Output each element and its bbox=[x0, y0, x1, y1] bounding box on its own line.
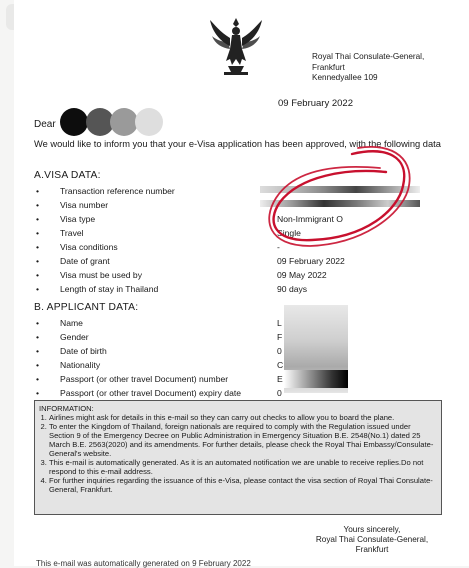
redaction-bar bbox=[260, 200, 420, 207]
passport-number-value: E bbox=[277, 374, 283, 384]
visa-conditions-value: - bbox=[277, 242, 280, 252]
applicant-data-heading: B. APPLICANT DATA: bbox=[34, 302, 139, 313]
information-list bbox=[39, 413, 437, 494]
address-line: Kennedyallee 109 bbox=[312, 73, 378, 82]
date-of-grant-value: 09 February 2022 bbox=[277, 256, 345, 266]
redaction-circle bbox=[60, 108, 88, 136]
greeting: Dear bbox=[34, 119, 56, 130]
information-item: 3. This e-mail is automatically generated. As it is an automated notification we are unable to receive replies.Do not respond to this e-mail address. bbox=[49, 458, 437, 476]
travel-value: Single bbox=[277, 228, 301, 238]
length-of-stay-value: 90 days bbox=[277, 284, 308, 294]
footer-note: This e-mail was automatically generated on 9 February 2022 bbox=[36, 559, 251, 568]
signature-line: Frankfurt bbox=[355, 545, 389, 554]
signature-line: Royal Thai Consulate-General, bbox=[315, 535, 429, 544]
visa-used-by-value: 09 May 2022 bbox=[277, 270, 327, 280]
visa-data-heading: A.VISA DATA: bbox=[34, 170, 101, 181]
information-item: 4. For further inquiries regarding the issuance of this e-Visa, please contact the visa section of Royal Thai Consulate-General, Frankfurt. bbox=[49, 476, 437, 494]
intro-paragraph: We would like to inform you that your e-Visa application has been approved, with the following data bbox=[34, 139, 441, 149]
applicant-gender-value: F bbox=[277, 332, 283, 342]
information-heading: INFORMATION: bbox=[39, 404, 94, 413]
information-box bbox=[34, 400, 442, 515]
address-line: Frankfurt bbox=[312, 62, 345, 72]
information-item: 1. Airlines might ask for details in this e-mail so they can carry out checks to allow you to board the plane. bbox=[49, 413, 437, 422]
redaction-circle bbox=[135, 108, 163, 136]
signature-block bbox=[297, 525, 447, 555]
redaction-bar bbox=[260, 186, 420, 193]
consulate-address bbox=[312, 52, 424, 84]
garuda-emblem-icon bbox=[206, 14, 266, 78]
address-line: Royal Thai Consulate-General, bbox=[312, 52, 425, 61]
visa-type-value: Non-Immigrant O bbox=[277, 214, 343, 224]
passport-expiry-value: 0 bbox=[277, 388, 282, 398]
information-item: 2. To enter the Kingdom of Thailand, foreign nationals are required to comply with the Regulation issued under Section 9 of the Emergency Decree on Public Administration in Emergency Situation B.E. 2548(No.1) dated 25 March B.E. 2563(2020) and its amendments. For further details, please check the Royal Thai Embassy/Consulate-General's website. bbox=[49, 422, 437, 458]
applicant-name-value: L bbox=[277, 318, 282, 328]
redaction-bar bbox=[284, 370, 348, 388]
signature-line: Yours sincerely, bbox=[343, 525, 401, 534]
document-page: Royal Thai Consulate-General, Frankfurt Kennedyallee 109 09 February 2022 Dear We would like to inform you that your e-Visa application has been approved, with the following data A.VISA DATA: • Transaction reference number • Visa number • Visa type • Travel • Visa conditions • Date of grant • Visa must be used by • Length of stay in Thailand Non-Immigrant O Single - 09 February 2022 09 May 2022 90 days B. APPLICANT DATA: • Name • Gender • Date of birth • Nationality • Passport (or other travel Document) number • Passport (or other travel Document) expiry date L F 0 C E 0 INFORMATION: 1. Airlines might ask for details in this e-mail so they can carry out checks to allow you to board the plane. 2. To enter the Kingdom of Thailand, foreign nationals are required to comply with the Regulation issued under Section 9 of the Emergency Decree on Public Administration in Emergency Situation B.E. 2548(No.1) dated 25 March B.E. 2563(2020) and its amendments. For further details, please check the Royal Thai Embassy/Consulate-General's website. 3. This e-mail is automatically generated. As it is an automated notification we are unable to receive replies.Do not respond to this e-mail address. 4. For further inquiries regarding the issuance of this e-Visa, please contact the visa section of Royal Thai Consulate-General, Frankfurt. Yours sincerely, Royal Thai Consulate-General, Frankfurt This e-mail was automatically generated on 9 February 2022 bbox=[14, 0, 469, 566]
redaction-circle bbox=[110, 108, 138, 136]
letter-date: 09 February 2022 bbox=[278, 98, 353, 109]
applicant-dob-value: 0 bbox=[277, 346, 282, 356]
applicant-nationality-value: C bbox=[277, 360, 284, 370]
